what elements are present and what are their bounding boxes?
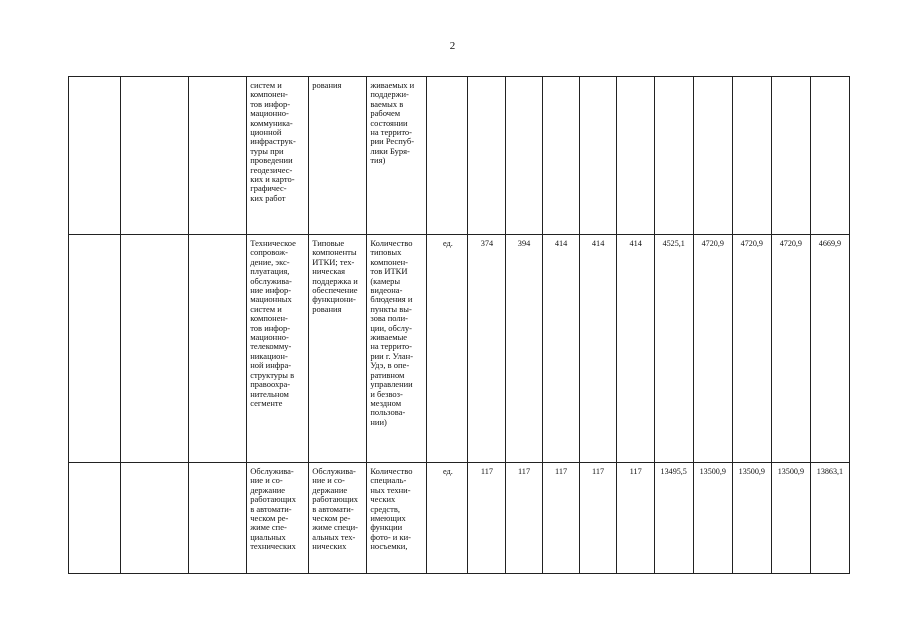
- value-cell: [771, 77, 810, 235]
- value-cell: 414: [616, 235, 654, 463]
- empty-cell-2: [121, 77, 189, 235]
- empty-cell-3: [189, 235, 247, 463]
- value-cell: [732, 77, 771, 235]
- budget-table: [68, 76, 850, 574]
- empty-cell-3: [189, 463, 247, 574]
- unit-cell: ед.: [427, 235, 468, 463]
- value-cell: 13500,9: [771, 463, 810, 574]
- value-cell: 13500,9: [693, 463, 732, 574]
- value-cell: 117: [616, 463, 654, 574]
- work-cell: Типовые компоненты ИТКИ; тех- ническая поддержка и обеспечение функциони- рования: [309, 235, 367, 463]
- value-cell: [810, 77, 849, 235]
- value-cell: 4720,9: [771, 235, 810, 463]
- value-cell: 414: [542, 235, 579, 463]
- page-number: 2: [449, 40, 456, 52]
- value-cell: 414: [579, 235, 616, 463]
- empty-cell-1: [69, 463, 121, 574]
- unit-cell: ед.: [427, 463, 468, 574]
- table-row: [69, 235, 850, 463]
- value-cell: 117: [505, 463, 542, 574]
- indicator-cell: Количество специаль- ных техни- ческих средств, имеющих функции фото- и ки- носъемки,: [367, 463, 427, 574]
- empty-cell-3: [189, 77, 247, 235]
- empty-cell-1: [69, 77, 121, 235]
- value-cell: 4525,1: [654, 235, 693, 463]
- value-cell: 4669,9: [810, 235, 849, 463]
- work-cell: Обслужива- ние и со- держание работающих в автомати- ческом ре- жиме специ- альных тех- нических: [309, 463, 367, 574]
- value-cell: [616, 77, 654, 235]
- value-cell: [693, 77, 732, 235]
- activity-cell: Обслужива- ние и со- держание работающих в автомати- ческом ре- жиме спе- циальных технических: [247, 463, 309, 574]
- value-cell: [468, 77, 505, 235]
- empty-cell-2: [121, 463, 189, 574]
- value-cell: 374: [468, 235, 505, 463]
- value-cell: 13495,5: [654, 463, 693, 574]
- work-cell: рования: [309, 77, 367, 235]
- indicator-cell: живаемых и поддержи- ваемых в рабочем состоянии на террито- рии Респуб- лики Буря- тия): [367, 77, 427, 235]
- indicator-cell: Количество типовых компонен- тов ИТКИ (камеры видеона- блюдения и пункты вы- зова поли- ции, обслу- живаемые на террито- рии г. Улан- Удэ, в опе- ративном управлении и безвоз- мездном пользова- нии): [367, 235, 427, 463]
- value-cell: 4720,9: [732, 235, 771, 463]
- value-cell: [654, 77, 693, 235]
- activity-cell: систем и компонен- тов инфор- мационно- коммуника- ционной инфраструк- туры при проведении геодезичес- ких и карто- графичес- ких работ: [247, 77, 309, 235]
- value-cell: 117: [579, 463, 616, 574]
- value-cell: [542, 77, 579, 235]
- value-cell: [579, 77, 616, 235]
- unit-cell: [427, 77, 468, 235]
- empty-cell-2: [121, 235, 189, 463]
- table-row: [69, 463, 850, 574]
- value-cell: 394: [505, 235, 542, 463]
- value-cell: 13500,9: [732, 463, 771, 574]
- activity-cell: Техническое сопровож- дение, экс- плуатация, обслужива- ние инфор- мационных систем и компонен- тов инфор- мационно- телекомму- никацион- ной инфра- структуры в правоохра- нительном сегменте: [247, 235, 309, 463]
- value-cell: 117: [542, 463, 579, 574]
- table-row: [69, 77, 850, 235]
- value-cell: 13863,1: [810, 463, 849, 574]
- empty-cell-1: [69, 235, 121, 463]
- value-cell: [505, 77, 542, 235]
- value-cell: 4720,9: [693, 235, 732, 463]
- value-cell: 117: [468, 463, 505, 574]
